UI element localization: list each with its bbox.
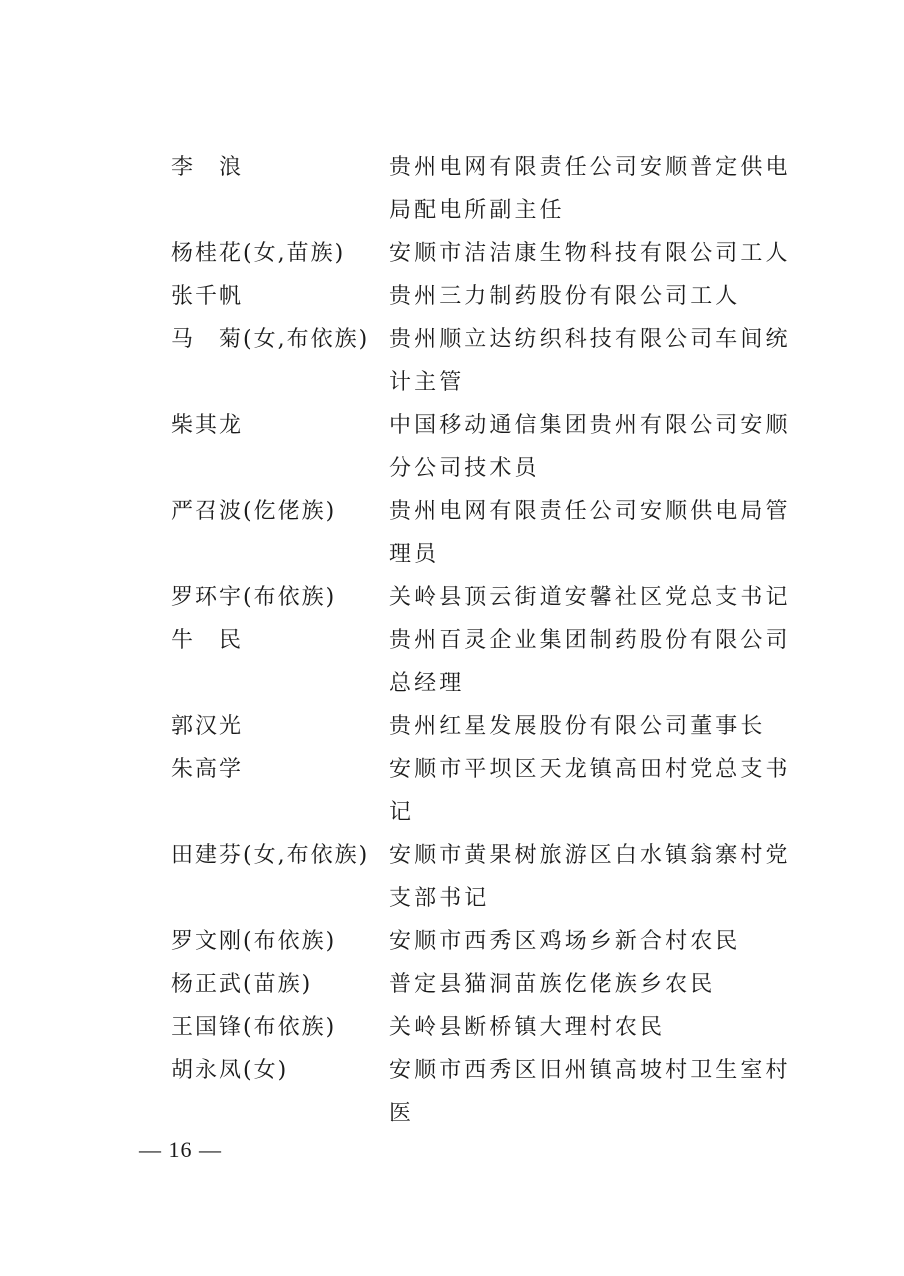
list-item: [171, 1049, 811, 1135]
member-name: 罗环宇(布依族): [171, 585, 337, 610]
member-list: [171, 146, 811, 1135]
list-item: [171, 318, 811, 404]
member-position: 安顺市洁洁康生物科技有限公司工人: [389, 241, 791, 266]
member-name: 严召波(仡佬族): [171, 499, 337, 524]
member-position: 中国移动通信集团贵州有限公司安顺分公司技术员: [389, 413, 791, 481]
member-name: 张千帆: [171, 284, 244, 309]
member-position: 贵州电网有限责任公司安顺普定供电局配电所副主任: [389, 155, 791, 223]
member-position: 贵州顺立达纺织科技有限公司车间统计主管: [389, 327, 791, 395]
list-item: [171, 834, 811, 920]
list-item: [171, 963, 811, 1006]
member-position: 安顺市平坝区天龙镇高田村党总支书记: [389, 757, 791, 825]
list-item: [171, 1006, 811, 1049]
member-name: 杨桂花(女,苗族): [171, 241, 346, 266]
member-name: 王国锋(布依族): [171, 1015, 337, 1040]
list-item: [171, 404, 811, 490]
member-position: 贵州红星发展股份有限公司董事长: [389, 714, 766, 739]
list-item: [171, 275, 811, 318]
list-item: [171, 146, 811, 232]
member-position: 关岭县断桥镇大理村农民: [389, 1015, 666, 1040]
member-name: 牛 民: [171, 628, 244, 653]
member-name: 田建芬(女,布依族): [171, 843, 370, 868]
member-name: 罗文刚(布依族): [171, 929, 337, 954]
member-position: 安顺市西秀区鸡场乡新合村农民: [389, 929, 741, 954]
list-item: [171, 619, 811, 705]
member-name: 朱高学: [171, 757, 244, 782]
member-position: 贵州三力制药股份有限公司工人: [389, 284, 741, 309]
page-number: — 16 —: [139, 1137, 222, 1162]
member-name: 柴其龙: [171, 413, 244, 438]
member-position: 关岭县顶云街道安馨社区党总支书记: [389, 585, 791, 610]
list-item: [171, 705, 811, 748]
member-name: 胡永凤(女): [171, 1058, 289, 1083]
member-name: 马 菊(女,布依族): [171, 327, 370, 352]
member-position: 贵州百灵企业集团制药股份有限公司总经理: [389, 628, 791, 696]
list-item: [171, 920, 811, 963]
member-name: 李 浪: [171, 155, 244, 180]
member-position: 普定县猫洞苗族仡佬族乡农民: [389, 972, 716, 997]
list-item: [171, 232, 811, 275]
list-item: [171, 490, 811, 576]
member-position: 安顺市西秀区旧州镇高坡村卫生室村医: [389, 1058, 791, 1126]
member-name: 郭汉光: [171, 714, 244, 739]
member-name: 杨正武(苗族): [171, 972, 313, 997]
member-position: 贵州电网有限责任公司安顺供电局管理员: [389, 499, 791, 567]
member-position: 安顺市黄果树旅游区白水镇翁寨村党支部书记: [389, 843, 791, 911]
list-item: [171, 748, 811, 834]
list-item: [171, 576, 811, 619]
